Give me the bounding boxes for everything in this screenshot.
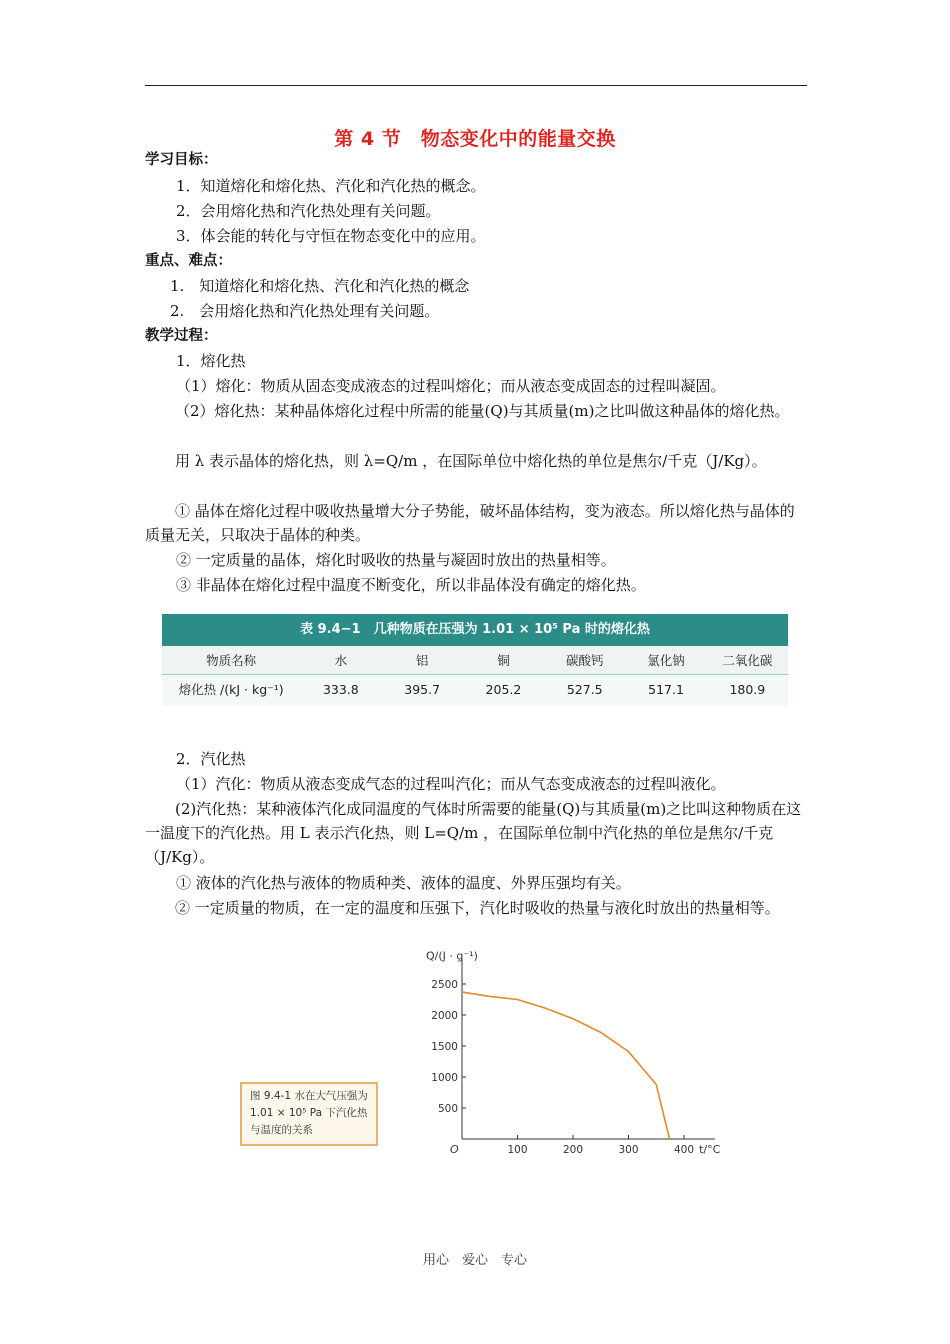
- origin-label: O: [450, 1143, 459, 1156]
- fusion-paragraph: 用 λ 表示晶体的熔化热，则 λ=Q/m ，在国际单位中熔化热的单位是焦尔/千克（J/Kg）。: [175, 452, 767, 470]
- table-header-cell: 水: [334, 653, 348, 668]
- table-cell: 527.5: [566, 681, 603, 697]
- table-cell: 333.8: [322, 681, 359, 697]
- table-cell: 395.7: [404, 681, 441, 697]
- fusion-note: ② 一定质量的晶体，熔化时吸收的热量与凝固时放出的热量相等。: [176, 551, 616, 569]
- vaporization-paragraph: (2)汽化热：某种液体汽化成同温度的气体时所需要的能量(Q)与其质量(m)之比叫这种物质在这一温度下的汽化热。用 L 表示汽化热，则 L=Q/m ，在国际单位制中汽化热的单位是焦尔/千克（J/Kg）。: [145, 800, 802, 866]
- table-header-row: [162, 646, 788, 675]
- x-tick-label: 400: [673, 1144, 695, 1156]
- goal-item: 2．会用熔化热和汽化热处理有关问题。: [176, 202, 441, 220]
- vaporization-paragraph: （1）汽化：物质从液态变成气态的过程叫汽化；而从气态变成液态的过程叫液化。: [176, 775, 726, 793]
- fusion-heading: 1．熔化热: [176, 352, 246, 370]
- table-cell: 205.2: [485, 681, 522, 697]
- key-heading: 重点、难点：: [145, 253, 232, 269]
- table-cell: 180.9: [729, 681, 766, 697]
- vaporization-note: ② 一定质量的物质，在一定的温度和压强下，汽化时吸收的热量与液化时放出的热量相等。: [175, 899, 780, 917]
- page-footer: 用心 爱心 专心: [422, 1253, 527, 1268]
- key-item: 2. 会用熔化热和汽化热处理有关问题。: [170, 302, 440, 320]
- x-tick-label: 300: [618, 1144, 639, 1156]
- x-axis-label: t/°C: [699, 1143, 721, 1156]
- fusion-paragraph: （1）熔化：物质从固态变成液态的过程叫熔化；而从液态变成固态的过程叫凝固。: [176, 377, 726, 395]
- goal-item: 3．体会能的转化与守恒在物态变化中的应用。: [176, 227, 486, 245]
- chart-caption: 图 9.4-1 水在大气压强为 1.01 × 10⁵ Pa 下汽化热与温度的关系: [240, 1082, 378, 1146]
- table-header-cell: 铜: [497, 653, 510, 668]
- y-tick-label: 1500: [431, 1041, 458, 1053]
- table-caption: 表 9.4−1 几种物质在压强为 1.01 × 10⁵ Pa 时的熔化热: [162, 614, 788, 646]
- x-tick-label: 100: [507, 1144, 528, 1156]
- y-tick-label: 500: [437, 1103, 458, 1115]
- fusion-heat-table: [162, 614, 788, 706]
- vaporization-note: ① 液体的汽化热与液体的物质种类、液体的温度、外界压强均有关。: [176, 874, 631, 892]
- fusion-paragraph: （2）熔化热：某种晶体熔化过程中所需的能量(Q)与其质量(m)之比叫做这种晶体的熔化热。: [175, 402, 790, 420]
- y-tick-label: 2000: [431, 1010, 458, 1022]
- table-header-cell: 氯化钠: [647, 653, 685, 668]
- table-header-cell: 二氧化碳: [722, 653, 773, 668]
- process-heading: 教学过程：: [145, 328, 218, 344]
- fusion-note: ③ 非晶体在熔化过程中温度不断变化，所以非晶体没有确定的熔化热。: [176, 576, 646, 594]
- table-row: [162, 675, 788, 703]
- table-header-cell: 铝: [415, 653, 429, 668]
- y-tick-label: 2500: [431, 979, 458, 991]
- goal-item: 1．知道熔化和熔化热、汽化和汽化热的概念。: [176, 177, 486, 195]
- goals-heading: 学习目标：: [145, 152, 218, 168]
- key-item: 1. 知道熔化和熔化热、汽化和汽化热的概念: [170, 277, 470, 295]
- fusion-note: ① 晶体在熔化过程中吸收热量增大分子势能，破坏晶体结构，变为液态。所以熔化热与晶体的质量无关，只取决于晶体的种类。: [145, 502, 795, 544]
- series-line: [462, 992, 670, 1139]
- page-title: 第 4 节 物态变化中的能量交换: [334, 128, 616, 150]
- x-tick-label: 200: [562, 1144, 584, 1156]
- vaporization-heading: 2．汽化热: [176, 750, 246, 768]
- vaporization-chart: [236, 950, 746, 1165]
- table-cell: 517.1: [648, 681, 684, 697]
- top-rule: [145, 85, 807, 86]
- y-tick-label: 1000: [431, 1072, 458, 1084]
- table-row-label: 熔化热 /(kJ · kg⁻¹): [178, 682, 284, 697]
- table-header-cell: 物质名称: [206, 653, 257, 668]
- table-header-cell: 碳酸钙: [565, 653, 604, 668]
- y-axis-label: Q/(J · g⁻¹): [426, 950, 478, 963]
